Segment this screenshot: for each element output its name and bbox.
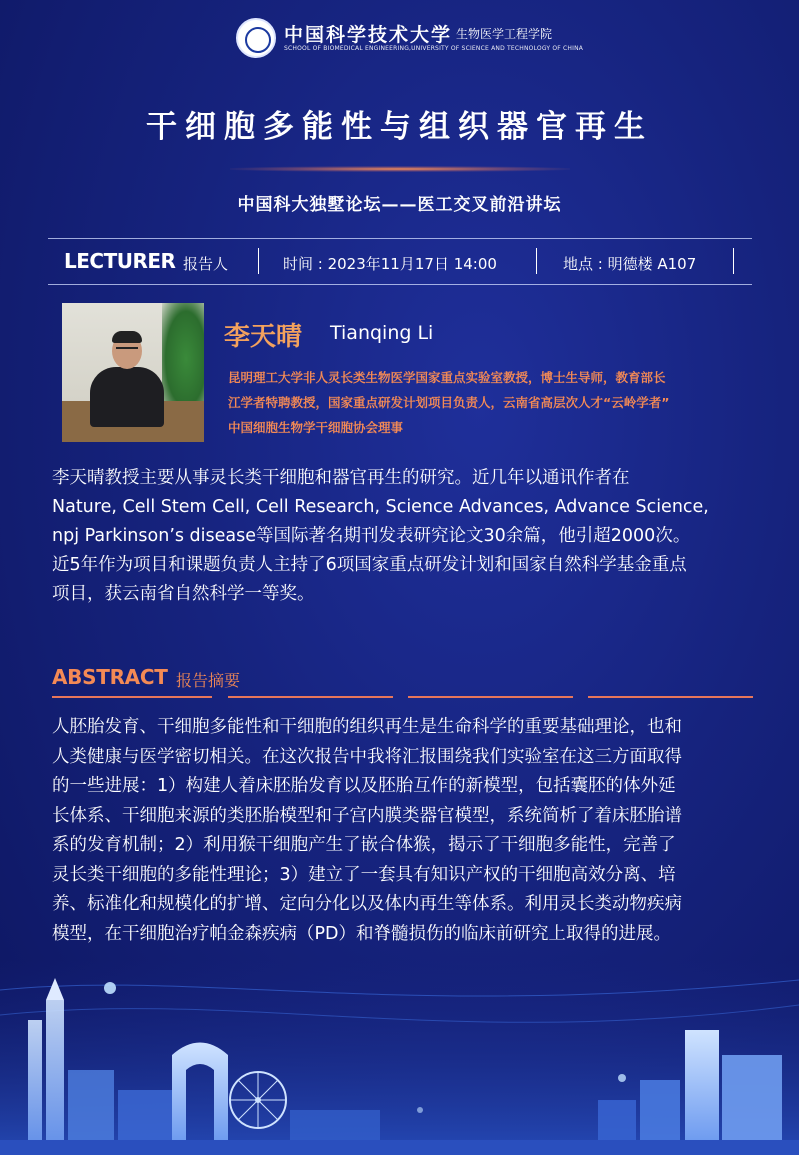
abstract-underline <box>588 696 753 698</box>
university-name-en: SCHOOL OF BIOMEDICAL ENGINEERING,UNIVERSITY OF SCIENCE AND TECHNOLOGY OF CHINA <box>284 45 584 52</box>
university-name: 中国科学技术大学 <box>284 24 453 46</box>
abstract-line: 人类健康与医学密切相关。在这次报告中我将汇报围绕我们实验室在这三方面取得 <box>52 746 682 767</box>
intro-line: Nature, Cell Stem Cell, Cell Research, Science Advances, Advance Science, <box>52 497 709 517</box>
speaker-bio <box>228 365 768 440</box>
school-name: 生物医学工程学院 <box>456 27 553 41</box>
abstract-line: 养、标准化和规模化的扩增、定向分化以及体内再生等体系。利用灵长类动物疾病 <box>52 894 682 914</box>
abstract-line: 模型，在干细胞治疗帕金森疾病（PD）和脊髓损伤的临床前研究上取得的进展。 <box>52 923 672 944</box>
bio-line: 中国细胞生物学干细胞协会理事 <box>228 420 404 435</box>
abstract-line: 系的发育机制；2）利用猴干细胞产生了嵌合体猴，揭示了干细胞多能性，完善了 <box>52 835 676 855</box>
info-bar-bottom-rule <box>48 284 752 285</box>
speaker-photo <box>62 303 204 442</box>
info-bar-top-rule <box>48 238 752 239</box>
abstract-line: 长体系、干细胞来源的类胚胎模型和子宫内膜类器官模型，系统简析了着床胚胎谱 <box>52 805 682 826</box>
abstract-heading-en: ABSTRACT <box>52 665 168 689</box>
abstract-underline <box>228 696 393 698</box>
intro-line: 近5年作为项目和课题负责人主持了6项国家重点研发计划和国家自然科学基金重点 <box>52 555 687 575</box>
lecturer-label-cn: 报告人 <box>183 255 229 273</box>
abstract-line: 人胚胎发育、干细胞多能性和干细胞的组织再生是生命科学的重要基础理论，也和 <box>52 717 682 737</box>
abstract-body <box>52 713 772 949</box>
info-bar-separator <box>258 248 259 274</box>
intro-line: npj Parkinson’s disease等国际著名期刊发表研究论文30余篇，他引超2000次。 <box>52 526 691 546</box>
bio-line: 江学者特聘教授，国家重点研发计划项目负责人，云南省高层次人才“云岭学者” <box>228 395 670 410</box>
bio-line: 昆明理工大学非人灵长类生物医学国家重点实验室教授，博士生导师，教育部长 <box>228 370 666 385</box>
lecturer-label-en: LECTURER <box>64 249 176 273</box>
university-logo-icon <box>236 18 276 58</box>
city-skyline-illustration <box>0 960 799 1155</box>
abstract-underline <box>52 696 212 698</box>
speaker-intro <box>52 464 772 609</box>
intro-line: 李天晴教授主要从事灵长类干细胞和器官再生的研究。近几年以通讯作者在 <box>52 468 630 488</box>
abstract-line: 的一些进展：1）构建人着床胚胎发育以及胚胎互作的新模型，包括囊胚的体外延 <box>52 776 676 796</box>
abstract-line: 灵长类干细胞的多能性理论；3）建立了一套具有知识产权的干细胞高效分离、培 <box>52 864 676 885</box>
info-bar-separator <box>733 248 734 274</box>
title-glow-divider <box>230 166 570 172</box>
intro-line: 项目，获云南省自然科学一等奖。 <box>52 584 315 604</box>
abstract-underline <box>408 696 573 698</box>
abstract-heading-cn: 报告摘要 <box>176 671 241 690</box>
page-title: 干细胞多能性与组织器官再生 <box>146 109 653 145</box>
info-bar-separator <box>536 248 537 274</box>
event-time: 时间 : 2023年11月17日 14:00 <box>283 255 497 273</box>
forum-subtitle: 中国科大独墅论坛——医工交叉前沿讲坛 <box>237 195 562 215</box>
event-place: 地点 : 明德楼 A107 <box>563 255 697 273</box>
speaker-name-en: Tianqing Li <box>330 322 434 344</box>
speaker-name-cn: 李天晴 <box>224 322 303 352</box>
